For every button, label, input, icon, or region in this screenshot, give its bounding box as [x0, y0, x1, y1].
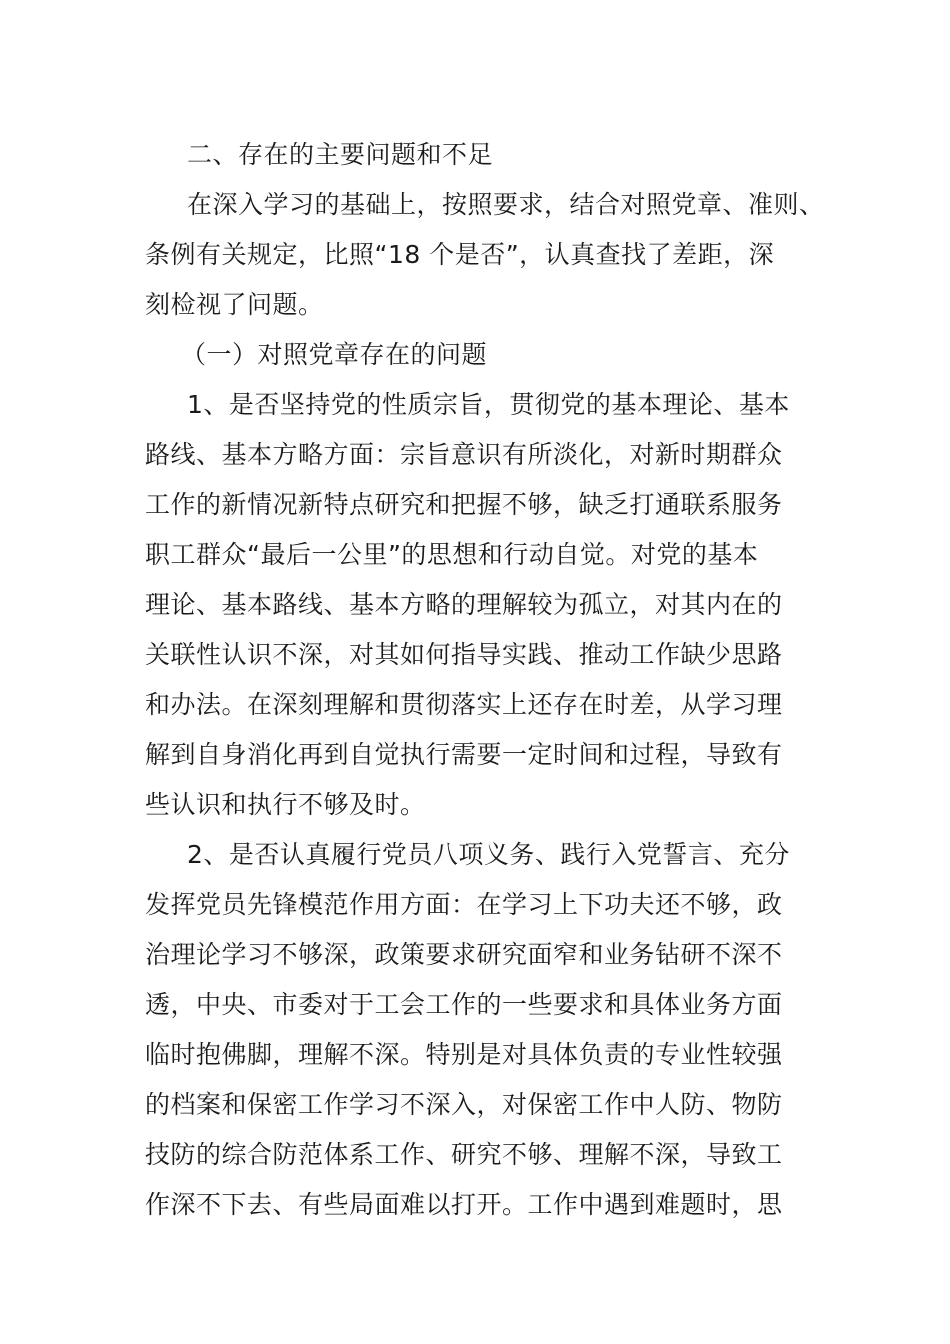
- section-heading: 二、存在的主要问题和不足: [187, 140, 494, 169]
- document-body: [145, 130, 825, 1230]
- item-1-line: 些认识和执行不够及时。: [145, 790, 426, 819]
- item-1-line: 工作的新情况新特点研究和把握不够，缺乏打通联系服务: [145, 490, 783, 519]
- item-1-line: 关联性认识不深，对其如何指导实践、推动工作缺少思路: [145, 640, 783, 669]
- item-1-line: 1、是否坚持党的性质宗旨，贯彻党的基本理论、基本: [187, 390, 790, 419]
- item-2-line: 临时抱佛脚，理解不深。特别是对具体负责的专业性较强: [145, 1040, 783, 1069]
- item-2-line: 2、是否认真履行党员八项义务、践行入党誓言、充分: [187, 840, 790, 869]
- item-2-line: 的档案和保密工作学习不深入，对保密工作中人防、物防: [145, 1090, 783, 1119]
- item-1-line: 路线、基本方略方面：宗旨意识有所淡化，对新时期群众: [145, 440, 783, 469]
- item-2-paragraph: [145, 830, 825, 1230]
- intro-line: 在深入学习的基础上，按照要求，结合对照党章、准则、: [187, 190, 825, 219]
- item-1-line: 职工群众“最后一公里”的思想和行动自觉。对党的基本: [145, 540, 759, 569]
- item-1-paragraph: [145, 380, 825, 830]
- item-1-line: 理论、基本路线、基本方略的理解较为孤立，对其内在的: [145, 590, 783, 619]
- item-2-line: 技防的综合防范体系工作、研究不够、理解不深，导致工: [145, 1140, 783, 1169]
- item-1-line: 和办法。在深刻理解和贯彻落实上还存在时差，从学习理: [145, 690, 783, 719]
- item-1-line: 解到自身消化再到自觉执行需要一定时间和过程，导致有: [145, 740, 783, 769]
- subsection-heading: （一）对照党章存在的问题: [181, 340, 488, 369]
- item-2-line: 发挥党员先锋模范作用方面：在学习上下功夫还不够，政: [145, 890, 783, 919]
- intro-line: 条例有关规定，比照“18 个是否”，认真查找了差距，深: [145, 240, 775, 269]
- intro-paragraph: [145, 180, 825, 330]
- item-2-line: 治理论学习不够深，政策要求研究面窄和业务钻研不深不: [145, 940, 783, 969]
- intro-line: 刻检视了问题。: [145, 290, 324, 319]
- item-2-line: 透，中央、市委对于工会工作的一些要求和具体业务方面: [145, 990, 783, 1019]
- item-2-line: 作深不下去、有些局面难以打开。工作中遇到难题时，思: [145, 1190, 783, 1219]
